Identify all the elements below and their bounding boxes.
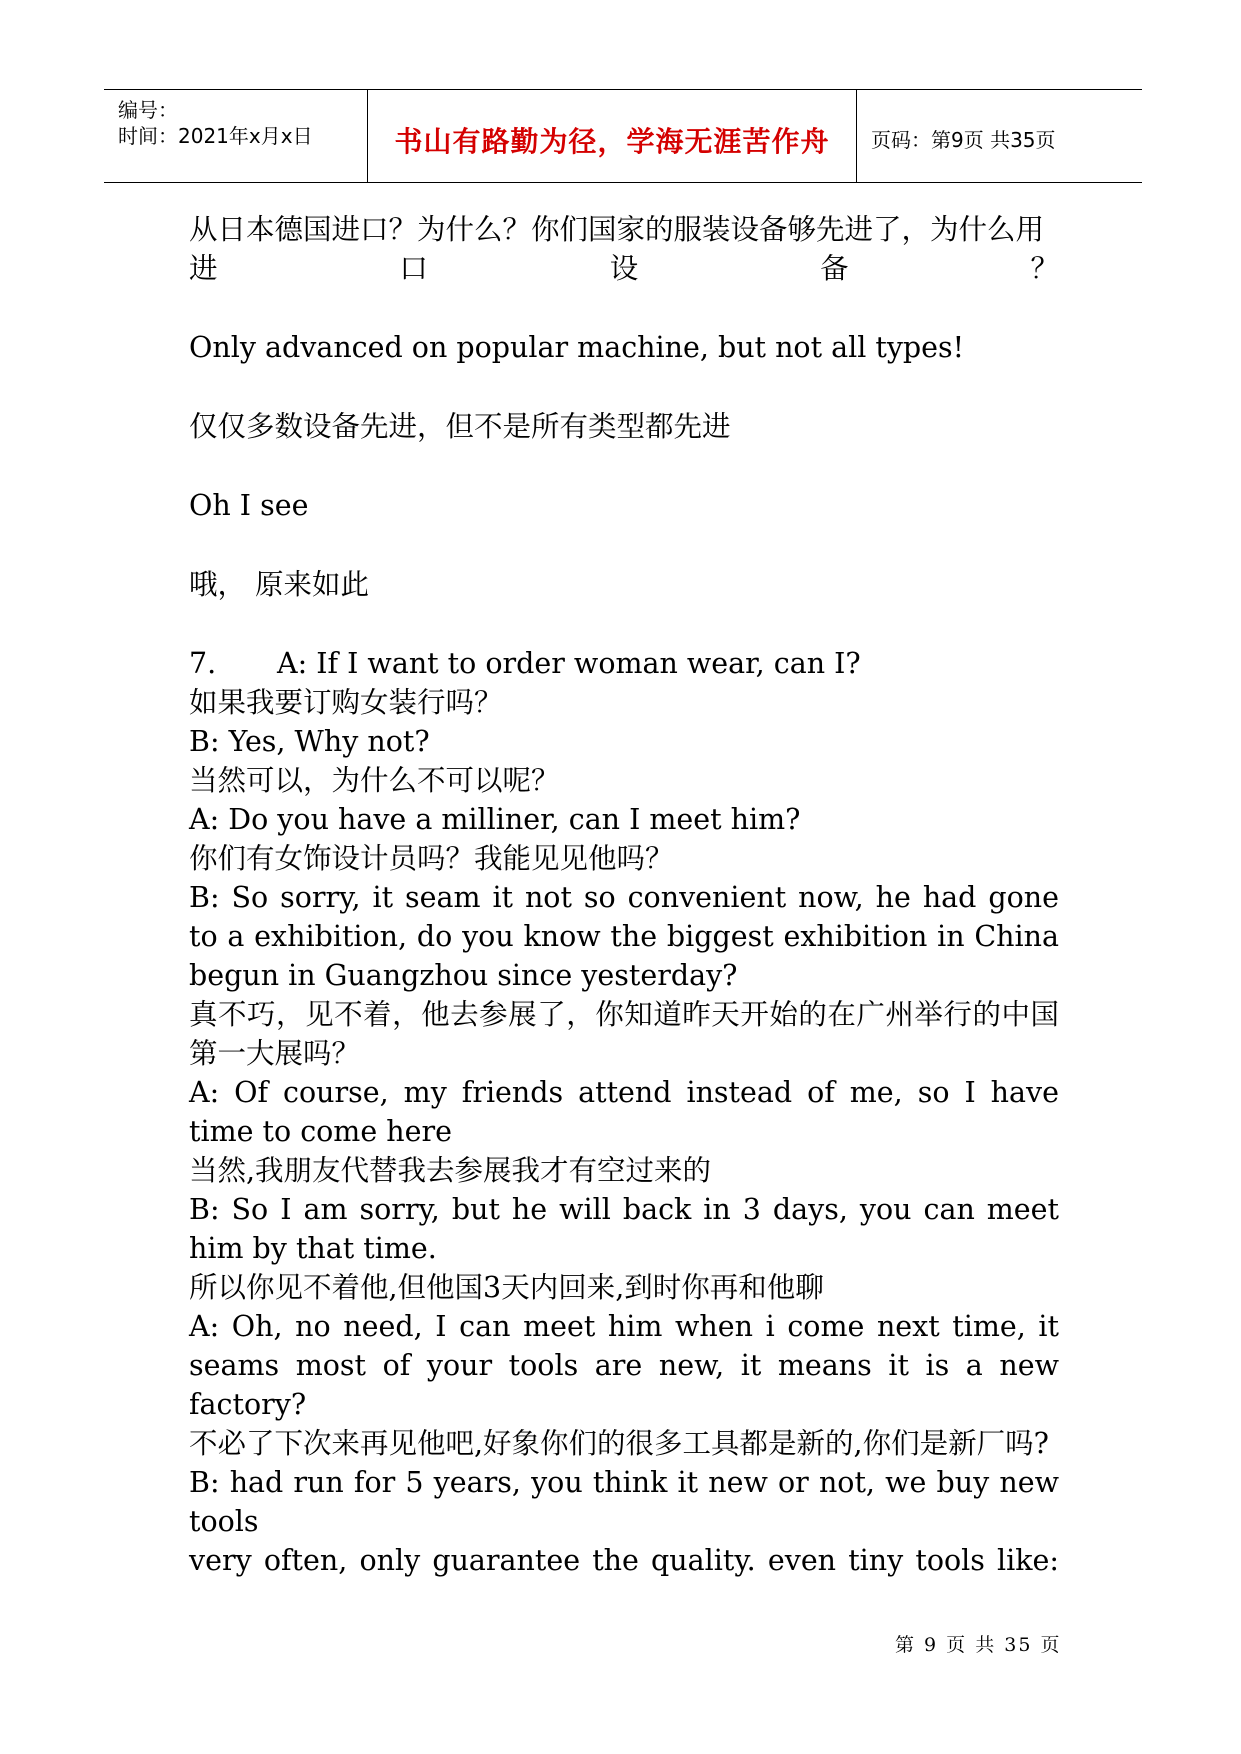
dialogue-line-15b: very often, only guarantee the quality. even tiny tools like: bbox=[189, 1544, 1059, 1577]
dialogue-line-13: A: Oh, no need, I can meet him when i come next time, it seams most of your tools are new, it means it is a new factory? bbox=[189, 1310, 1059, 1421]
dialogue-line-a1 bbox=[189, 644, 1059, 683]
header-page-cell bbox=[857, 90, 1142, 182]
dialogue-line-3: B: Yes, Why not? bbox=[189, 725, 430, 758]
dialogue-text-a1: A: If I want to order woman wear, can I? bbox=[277, 647, 861, 680]
dialogue-line-5: A: Do you have a milliner, can I meet him? bbox=[189, 803, 801, 836]
dialogue-line-15a: B: had run for 5 years, you think it new or not, we buy new tools bbox=[189, 1466, 1059, 1538]
paragraph-oh-i-see: Oh I see bbox=[189, 489, 309, 522]
document-number-label: 编号： bbox=[118, 98, 178, 122]
dialogue-line-10: 当然,我朋友代替我去参展我才有空过来的 bbox=[189, 1154, 712, 1187]
dialogue-line-12: 所以你见不着他,但他国3天内回来,到时你再和他聊 bbox=[189, 1271, 824, 1304]
header-motto: 书山有路勤为径，学海无涯苦作舟 bbox=[394, 125, 830, 158]
dialogue-line-6: 你们有女饰设计员吗？我能见见他吗？ bbox=[189, 842, 674, 875]
dialogue-line-14: 不必了下次来再见他吧,好象你们的很多工具都是新的,你们是新厂吗? bbox=[189, 1427, 1049, 1460]
page-footer-number: 第 9 页 共 35 页 bbox=[895, 1634, 1062, 1656]
item-number: 7. bbox=[189, 647, 217, 680]
document-time-label: 时间：2021年x月x日 bbox=[118, 124, 313, 148]
paragraph-english-answer: Only advanced on popular machine, but not all types! bbox=[189, 331, 965, 364]
dialogue-line-11: B: So I am sorry, but he will back in 3 days, you can meet him by that time. bbox=[189, 1193, 1059, 1265]
dialogue-line-9: A: Of course, my friends attend instead of me, so I have time to come here bbox=[189, 1076, 1059, 1148]
dialogue-line-2: 如果我要订购女装行吗？ bbox=[189, 686, 503, 719]
paragraph-question: 从日本德国进口？为什么？你们国家的服装设备够先进了，为什么用进口设备？ bbox=[189, 213, 1059, 285]
dialogue-line-7: B: So sorry, it seam it not so convenient now, he had gone to a exhibition, do you know the biggest exhibition in China begun in Guangzhou since yesterday? bbox=[189, 881, 1059, 992]
header-meta-cell bbox=[104, 90, 366, 182]
header-page-number: 页码：第9页 共35页 bbox=[871, 128, 1056, 152]
page-header bbox=[104, 89, 1142, 183]
header-motto-cell bbox=[367, 90, 857, 182]
document-body bbox=[189, 210, 1059, 1590]
paragraph-chinese-answer: 仅仅多数设备先进，但不是所有类型都先进 bbox=[189, 410, 731, 443]
paragraph-chinese-oh-i-see: 哦， 原来如此 bbox=[189, 568, 370, 601]
dialogue-line-4: 当然可以，为什么不可以呢？ bbox=[189, 764, 560, 797]
dialogue-line-8: 真不巧，见不着，他去参展了，你知道昨天开始的在广州举行的中国第一大展吗？ bbox=[189, 998, 1059, 1070]
